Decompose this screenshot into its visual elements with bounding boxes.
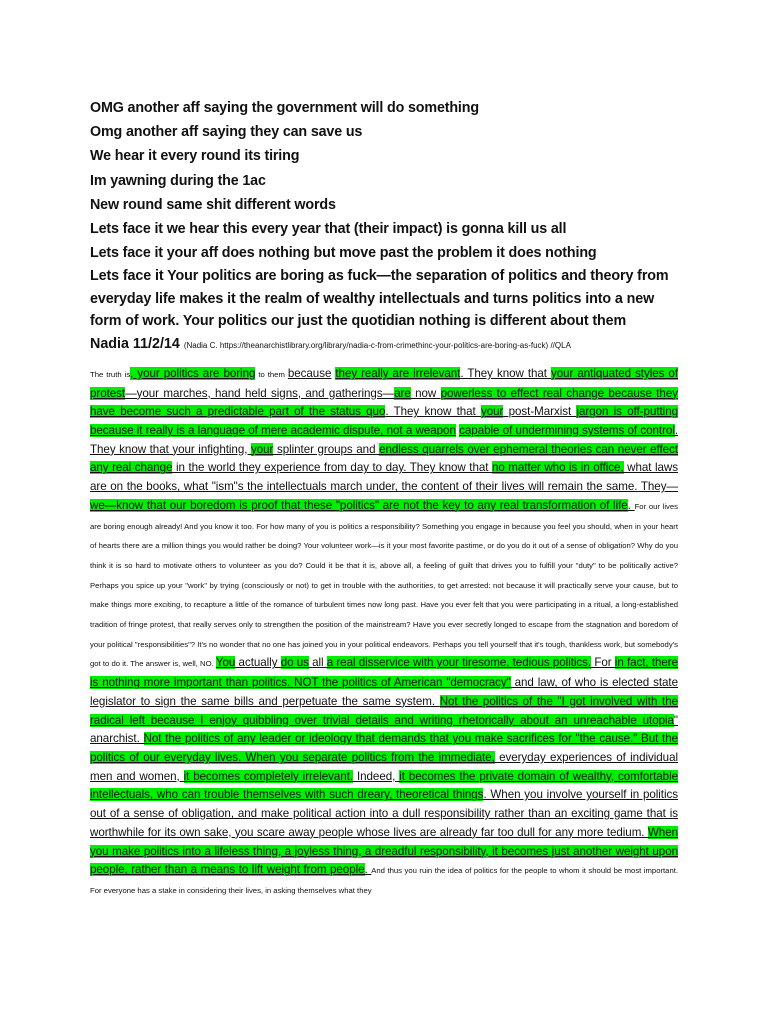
underlined-text: post-Marxist xyxy=(503,405,577,419)
underlined-text: . xyxy=(627,498,635,512)
underlined-text: For xyxy=(591,656,615,670)
highlighted-text: capable of undermining systems of control xyxy=(459,424,675,438)
underlined-text: in the world they experience from day to day. They know that xyxy=(172,461,492,475)
highlighted-text: do us xyxy=(280,656,309,670)
highlighted-text: it becomes the private domain of wealthy, comfortable intellectuals, who can trouble themselves with such dreary, theoretical things xyxy=(90,769,679,802)
highlighted-text: endless quarrels over ephemeral theories can never effect any real change xyxy=(90,442,678,475)
tagline: Omg another aff saying they can save us xyxy=(90,124,363,141)
tagline: New round same shit different words xyxy=(90,196,336,213)
small-text: And thus you ruin the idea of politics for the people to whom it should be most important. For everyone has a stake in considering their lives, in asking themselves what they xyxy=(90,866,678,895)
underlined-text: Indeed, xyxy=(353,769,400,783)
underlined-text: . They know that your infighting, xyxy=(90,424,679,456)
highlighted-text: your antiquated styles of protest xyxy=(90,366,678,400)
citation-source: (Nadia C. https://theanarchistlibrary.org/library/nadia-c-from-crimethinc-your-politics-are-boring-as-fuck) //QLA xyxy=(183,340,571,350)
highlighted-text: jargon is off-putting because it really is a language of mere academic dispute, not a weapon xyxy=(90,405,679,438)
underlined-text: . They know that xyxy=(460,366,551,380)
highlighted-text: your xyxy=(251,442,274,456)
tagline: Im yawning during the 1ac xyxy=(90,172,266,189)
highlighted-text: When you make politics into a lifeless thing, a joyless thing, a dreadful responsibility, it becomes just another weight upon people, rather than a means to lift weight from people xyxy=(90,825,678,877)
underlined-text: . xyxy=(364,863,372,877)
underlined-text: . They know that xyxy=(385,405,481,419)
underlined-text: what laws are on the books, what "ism"s the intellectuals march under, the content of their lives will remain the same. They— xyxy=(90,461,678,494)
citation xyxy=(90,333,678,357)
small-text: The truth is xyxy=(90,369,131,379)
highlighted-text: powerless to effect real change because they have become such a predictable part of the status quo xyxy=(90,386,678,419)
document-page xyxy=(90,96,678,901)
underlined-text: actually xyxy=(235,656,281,670)
underlined-text: because xyxy=(287,366,332,380)
underlined-text: now xyxy=(410,386,441,400)
underlined-text: all xyxy=(308,656,327,670)
card-body-text xyxy=(90,365,678,901)
tagline-block xyxy=(90,96,678,333)
highlighted-text: Not the politics of the "I got involved with the radical left because I enjoy quibbling over trivial details and writing rhetorically about an unreachable utopia xyxy=(90,694,678,727)
highlighted-text: are xyxy=(394,386,411,400)
tagline: Lets face it we hear this every year that (their impact) is gonna kill us all xyxy=(90,221,567,238)
small-text: For our lives are boring enough already! And you know it too. For how many of you is politics a responsibility? Something you engage in because you feel you should, when in your heart of hearts there are a million things you would rather be doing? Your volunteer work—is it your most favorite pastime, or do you do it out of a sense of obligation? Why do you think it is so hard to motivate others to volunteer as you do? Could it be that it is, above all, a feeling of guilt that drives you to fulfill your "duty" to be politically active? Perhaps you spice up your "work" by trying (consciously or not) to get in trouble with the authorities, to get arrested: not because it will practically serve your cause, but to make things more exciting, to recapture a little of the romance of turbulent times now long past. Have you ever felt that you were participating in a ritual, a long-established tradition of fringe protest, that really serves only to strengthen the position of the mainstream? Have you ever secretly longed to escape from the stagnation and boredom of your political "responsibilities"? It's no wonder that no one has joined you in your political endeavors. Perhaps you tell yourself that it's tough, thankless work, but somebody's got to do it. The answer is, well, NO. xyxy=(90,501,679,669)
highlighted-text: a real disservice with your tiresome, tedious politics. xyxy=(326,656,592,670)
tagline: OMG another aff saying the government will do something xyxy=(90,100,479,116)
highlighted-text: in fact, there is nothing more important than politics. NOT the politics of American "democracy" xyxy=(90,656,678,690)
highlighted-text: we—know that our boredom is proof that these "politics" are not the key to any real transformation of life xyxy=(90,498,628,512)
underlined-text: —your marches, hand held signs, and gatherings— xyxy=(125,386,395,400)
underlined-text: splinter groups and xyxy=(273,442,380,456)
highlighted-text: You xyxy=(215,656,236,670)
highlighted-text: , your politics are boring xyxy=(130,366,256,380)
underlined-text: " anarchist. xyxy=(90,713,678,746)
citation-author: Nadia 11/2/14 xyxy=(90,335,180,352)
underlined-text: . When you involve yourself in politics out of a sense of obligation, and make political action into a dull responsibility rather than an exciting game that is worthwhile for its own sake, you scare away people whose lives are already far too dull for any more tedium. xyxy=(90,788,678,839)
underlined-text: and law, of who is elected state legislator to sign the same bills and perpetuate the same system. xyxy=(90,676,678,708)
highlighted-text: Not the politics of any leader or ideology that demands that you make sacrifices for "the cause." But the politics of our everyday lives. When you separate politics from the immediate, xyxy=(90,732,679,764)
highlighted-text: it becomes completely irrelevant. xyxy=(183,769,354,783)
underlined-text: everyday experiences of individual men and women, xyxy=(90,750,678,783)
tagline: Lets face it your aff does nothing but move past the problem it does nothing xyxy=(90,245,597,262)
highlighted-text: your xyxy=(481,405,504,419)
highlighted-text: no matter who is in office, xyxy=(491,461,624,475)
small-text: to them xyxy=(255,369,288,379)
tagline: Lets face it Your politics are boring as fuck—the separation of politics and theory from everyday life makes it the realm of wealthy intellectuals and turns politics into a new form of work. Your politics our just the quotidian nothing is different about them xyxy=(90,268,669,330)
highlighted-text: they really are irrelevant xyxy=(335,366,461,380)
tagline: We hear it every round its tiring xyxy=(90,148,300,165)
